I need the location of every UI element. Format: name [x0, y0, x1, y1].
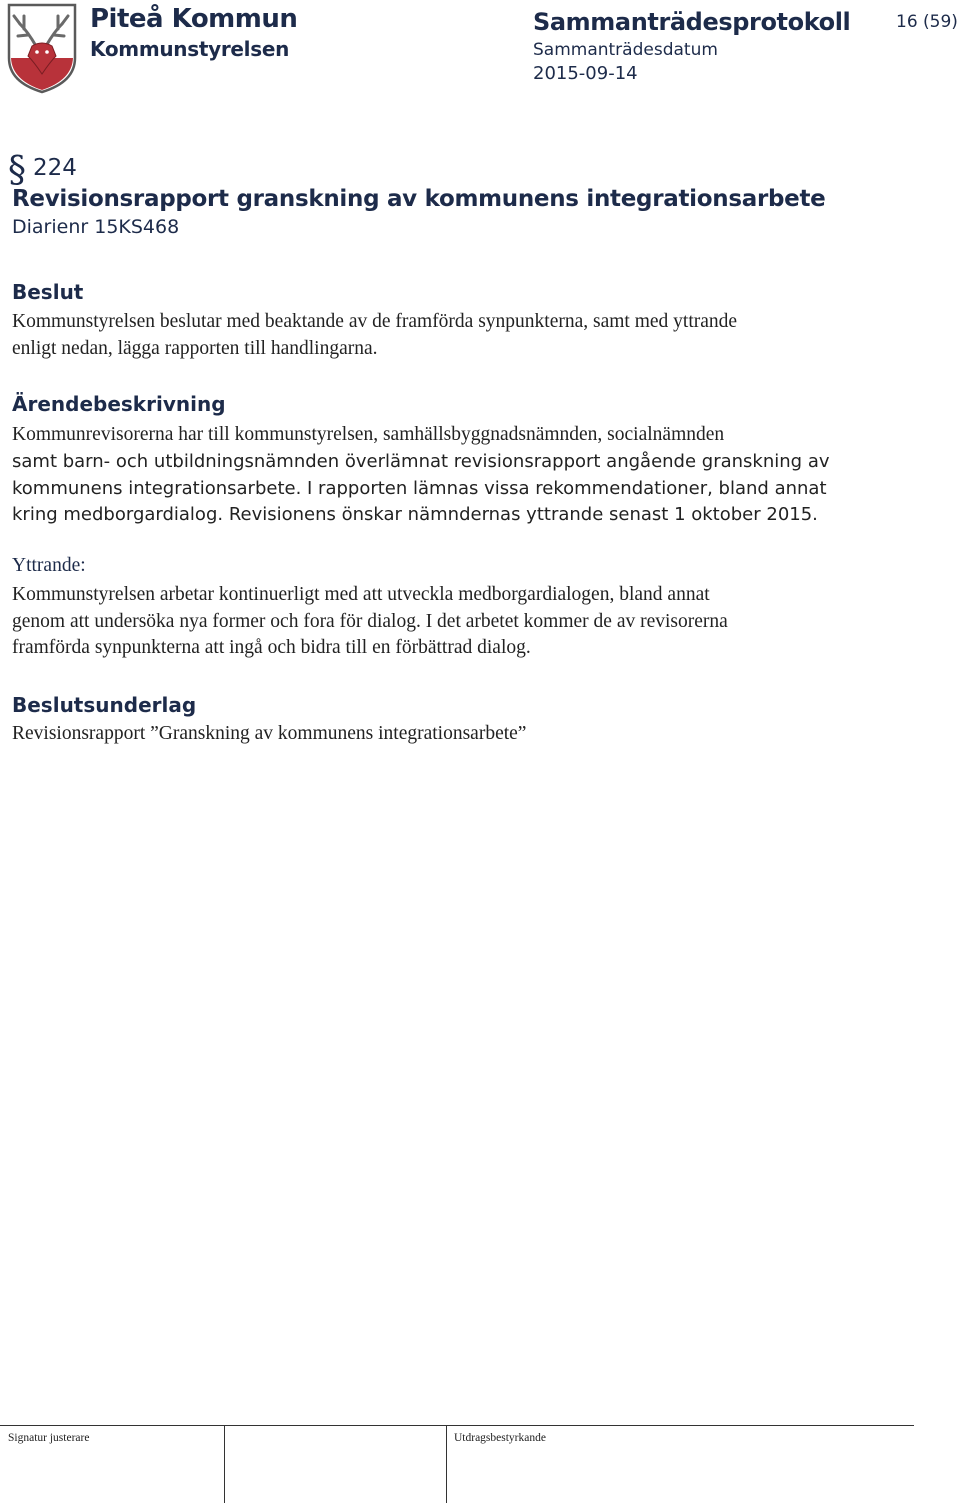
yttrande-heading: Yttrande: [12, 555, 86, 576]
text-line: kring medborgardialog. Revisionens önskar nämndernas yttrande senast 1 oktober 2015. [12, 504, 818, 525]
signature-footer [0, 1425, 914, 1503]
text-line: framförda synpunkterna att ingå och bidra till en förbättrad dialog. [12, 637, 531, 658]
arende-text-serif [12, 422, 942, 449]
diarie-number: Diarienr 15KS468 [12, 216, 180, 238]
page-number: 16 (59) [896, 12, 958, 32]
extract-certification-label: Utdragsbestyrkande [454, 1432, 546, 1444]
arende-heading: Ärendebeskrivning [12, 392, 226, 416]
footer-divider [0, 1425, 914, 1426]
section-symbol: § [8, 150, 26, 191]
footer-column-divider [446, 1425, 447, 1503]
arende-text-sans [12, 449, 942, 529]
org-unit: Kommunstyrelsen [90, 37, 290, 61]
document-type: Sammanträdesprotokoll [533, 8, 851, 36]
text-line: Kommunrevisorerna har till kommunstyrelsen, samhällsbyggnadsnämnden, socialnämnden [12, 424, 725, 445]
text-line: kommunens integrationsarbete. I rapporten lämnas vissa rekommendationer, bland annat [12, 477, 827, 499]
beslut-heading: Beslut [12, 280, 84, 304]
beslutsunderlag-text [12, 721, 942, 748]
meeting-date-label: Sammanträdesdatum [533, 40, 718, 60]
paragraph-number: 224 [33, 155, 77, 181]
text-line: samt barn- och utbildningsnämnden överlämnat revisionsrapport angående granskning av [12, 451, 830, 472]
item-title: Revisionsrapport granskning av kommunens integrationsarbete [12, 186, 826, 212]
text-line: Revisionsrapport ”Granskning av kommunens integrationsarbete” [12, 723, 527, 744]
text-line: Kommunstyrelsen beslutar med beaktande av de framförda synpunkterna, samt med yttrande [12, 311, 738, 332]
text-line: Kommunstyrelsen arbetar kontinuerligt med att utveckla medborgardialogen, bland annat [12, 584, 710, 605]
text-line: genom att undersöka nya former och fora för dialog. I det arbetet kommer de av revisorerna [12, 610, 728, 632]
reindeer-coat-of-arms-icon [6, 2, 78, 94]
yttrande-text [12, 582, 942, 662]
footer-column-divider [224, 1425, 225, 1503]
beslutsunderlag-heading: Beslutsunderlag [12, 693, 197, 717]
org-name: Piteå Kommun [90, 4, 298, 34]
meeting-date: 2015-09-14 [533, 63, 638, 84]
text-line: enligt nedan, lägga rapporten till handlingarna. [12, 337, 378, 359]
beslut-text [12, 309, 942, 362]
signature-label: Signatur justerare [8, 1432, 90, 1444]
